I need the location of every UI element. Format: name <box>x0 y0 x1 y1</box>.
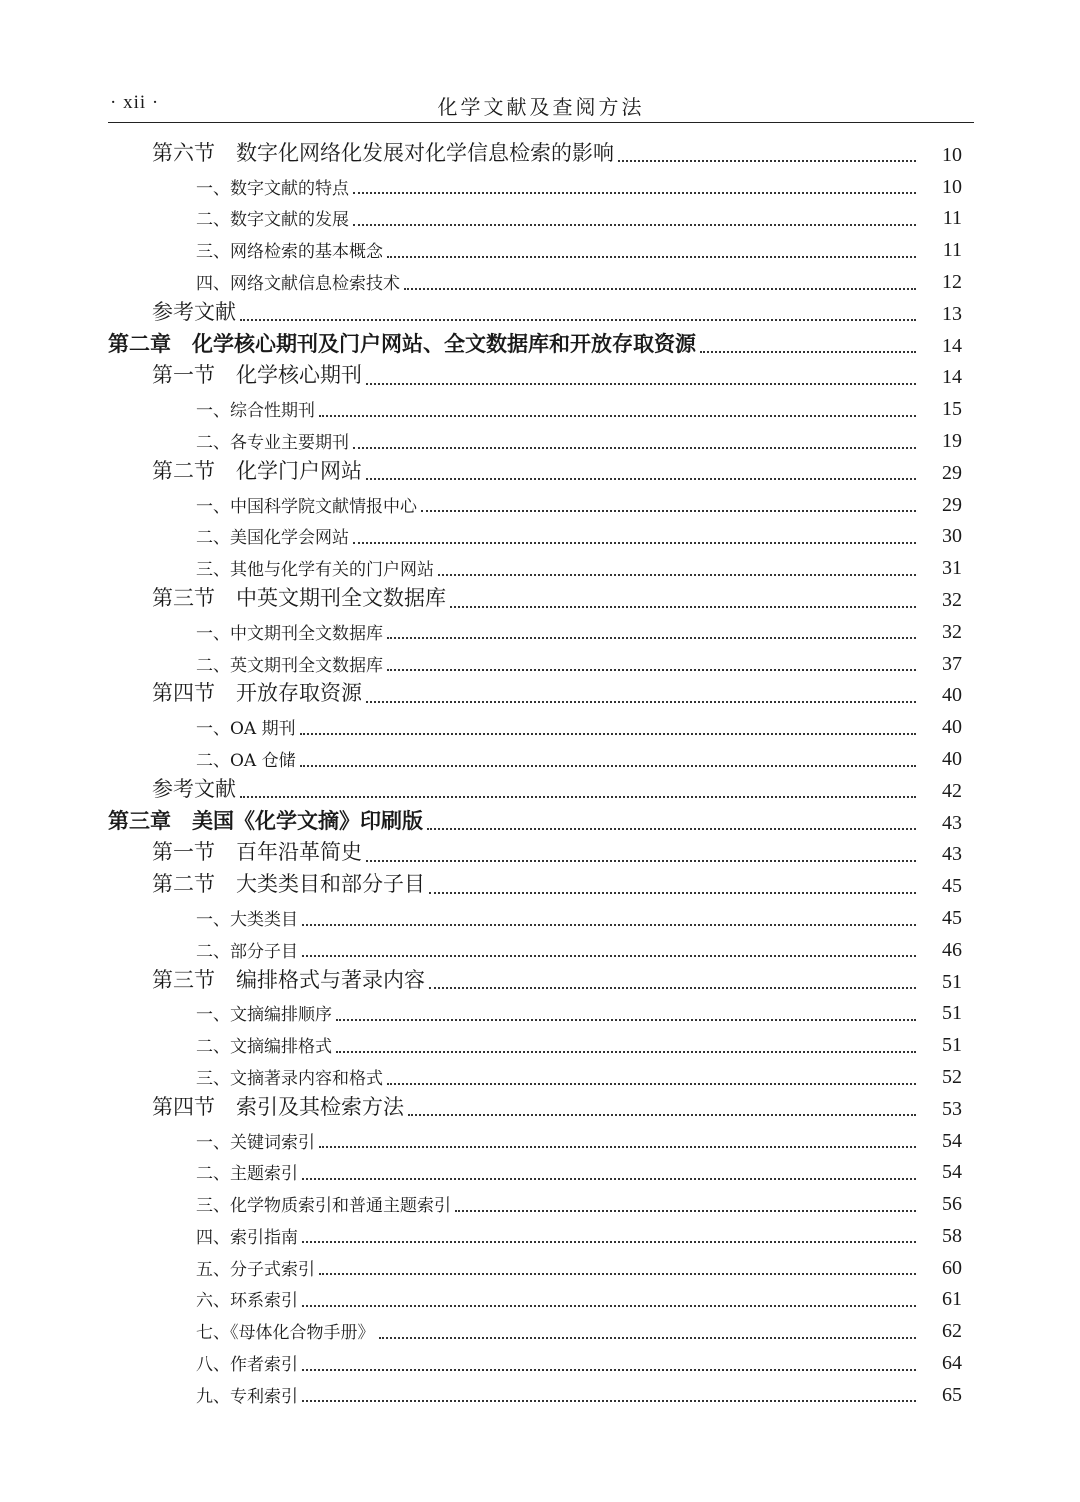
toc-entry-page: 56 <box>942 1193 962 1216</box>
toc-entry-item <box>0 1251 1080 1283</box>
toc-entry-title: 第四节 开放存取资源 <box>152 681 362 706</box>
toc-entry-section <box>0 838 1080 870</box>
dot-leader <box>353 437 916 449</box>
toc-entry-page: 29 <box>942 493 962 516</box>
toc-entry-page: 40 <box>942 684 962 707</box>
dot-leader <box>366 691 916 703</box>
toc-entry-title: 第二节 大类类目和部分子目 <box>152 872 425 897</box>
toc-entry-title: 二、文摘编排格式 <box>196 1037 332 1058</box>
toc-entry-title: 二、主题索引 <box>196 1164 298 1185</box>
toc-entry-item <box>0 742 1080 774</box>
toc-entry-page: 46 <box>942 938 962 961</box>
dot-leader <box>366 850 916 862</box>
toc-entry-item <box>0 1060 1080 1092</box>
toc-entry-section <box>0 965 1080 997</box>
toc-entry-item <box>0 392 1080 424</box>
toc-entry-page: 12 <box>942 270 962 293</box>
toc-entry-item <box>0 1346 1080 1378</box>
toc-entry-page: 62 <box>942 1320 962 1343</box>
dot-leader <box>353 182 916 194</box>
dot-leader <box>302 1295 916 1307</box>
dot-leader <box>404 278 916 290</box>
toc-entry-page: 40 <box>942 747 962 770</box>
toc-entry-section <box>0 869 1080 901</box>
toc-entry-title: 三、其他与化学有关的门户网站 <box>196 560 434 581</box>
toc-entry-title: 三、网络检索的基本概念 <box>196 242 383 263</box>
toc-entry-title: 二、数字文献的发展 <box>196 210 349 231</box>
dot-leader <box>387 659 916 671</box>
toc-entry-title: 四、网络文献信息检索技术 <box>196 273 400 294</box>
toc-entry-page: 51 <box>942 1034 962 1057</box>
dot-leader <box>300 723 916 735</box>
dot-leader <box>336 1009 916 1021</box>
toc-entry-title: 一、文摘编排顺序 <box>196 1005 332 1026</box>
toc-entry-chapter <box>0 329 1080 361</box>
toc-entry-page: 40 <box>942 716 962 739</box>
toc-entry-page: 45 <box>942 875 962 898</box>
toc-entry-title: 参考文献 <box>152 776 236 801</box>
toc-entry-item <box>0 170 1080 202</box>
dot-leader <box>387 627 916 639</box>
toc-entry-page: 13 <box>942 302 962 325</box>
toc-entry-page: 43 <box>942 843 962 866</box>
toc-entry-title: 第三节 编排格式与著录内容 <box>152 967 425 992</box>
toc-entry-item <box>0 901 1080 933</box>
toc-entry-title: 第一节 化学核心期刊 <box>152 363 362 388</box>
toc-entry-title: 二、各专业主要期刊 <box>196 432 349 453</box>
toc-entry-ref <box>0 774 1080 806</box>
dot-leader <box>300 755 916 767</box>
toc-entry-item <box>0 1378 1080 1410</box>
dot-leader <box>366 468 916 480</box>
toc-entry-item <box>0 202 1080 234</box>
toc-entry-page: 30 <box>942 525 962 548</box>
toc-entry-page: 51 <box>942 1002 962 1025</box>
toc-entry-item <box>0 265 1080 297</box>
page-header <box>108 86 974 123</box>
dot-leader <box>700 341 916 353</box>
dot-leader <box>319 1136 916 1148</box>
toc-entry-item <box>0 1028 1080 1060</box>
toc-entry-page: 65 <box>942 1383 962 1406</box>
toc-entry-chapter <box>0 806 1080 838</box>
dot-leader <box>387 246 916 258</box>
toc-entry-page: 54 <box>942 1161 962 1184</box>
toc-entry-page: 10 <box>942 143 962 166</box>
toc-entry-page: 64 <box>942 1352 962 1375</box>
dot-leader <box>336 1041 916 1053</box>
dot-leader <box>438 564 916 576</box>
toc-entry-title: 一、中国科学院文献情报中心 <box>196 496 417 517</box>
toc-entry-item <box>0 1156 1080 1188</box>
toc-entry-page: 11 <box>942 239 962 262</box>
toc-entry-title: 三、化学物质索引和普通主题索引 <box>196 1196 451 1217</box>
toc-entry-page: 61 <box>942 1288 962 1311</box>
toc-entry-ref <box>0 297 1080 329</box>
toc-entry-item <box>0 647 1080 679</box>
toc-entry-title: 第三章 美国《化学文摘》印刷版 <box>108 807 423 833</box>
dot-leader <box>240 309 916 321</box>
toc-entry-section <box>0 679 1080 711</box>
table-of-contents <box>0 138 1080 1410</box>
toc-entry-item <box>0 615 1080 647</box>
toc-entry-page: 15 <box>942 398 962 421</box>
toc-entry-page: 32 <box>942 620 962 643</box>
toc-entry-item <box>0 1314 1080 1346</box>
toc-entry-page: 60 <box>942 1256 962 1279</box>
dot-leader <box>455 1200 916 1212</box>
toc-entry-item <box>0 424 1080 456</box>
toc-entry-page: 45 <box>942 906 962 929</box>
toc-entry-title: 二、美国化学会网站 <box>196 528 349 549</box>
dot-leader <box>366 373 916 385</box>
toc-entry-section <box>0 361 1080 393</box>
dot-leader <box>450 596 916 608</box>
toc-entry-title: 一、大类类目 <box>196 909 298 930</box>
toc-entry-item <box>0 1187 1080 1219</box>
dot-leader <box>387 1073 916 1085</box>
toc-entry-title: 二、OA 仓储 <box>196 750 296 771</box>
toc-entry-page: 42 <box>942 779 962 802</box>
dot-leader <box>302 1231 916 1243</box>
toc-entry-title: 第二节 化学门户网站 <box>152 458 362 483</box>
toc-entry-item <box>0 710 1080 742</box>
toc-entry-title: 七、《母体化合物手册》 <box>196 1323 375 1344</box>
toc-entry-section <box>0 1092 1080 1124</box>
dot-leader <box>429 882 916 894</box>
dot-leader <box>353 532 916 544</box>
toc-entry-section <box>0 583 1080 615</box>
toc-entry-item <box>0 233 1080 265</box>
toc-entry-page: 31 <box>942 557 962 580</box>
dot-leader <box>408 1104 916 1116</box>
toc-entry-title: 九、专利索引 <box>196 1386 298 1407</box>
toc-entry-item <box>0 933 1080 965</box>
toc-entry-item <box>0 1124 1080 1156</box>
dot-leader <box>302 914 916 926</box>
toc-entry-page: 43 <box>942 811 962 834</box>
toc-entry-section <box>0 456 1080 488</box>
toc-entry-item <box>0 997 1080 1029</box>
toc-entry-section <box>0 138 1080 170</box>
toc-entry-title: 一、中文期刊全文数据库 <box>196 623 383 644</box>
dot-leader <box>319 405 916 417</box>
toc-entry-title: 第一节 百年沿革简史 <box>152 840 362 865</box>
toc-entry-title: 一、关键词索引 <box>196 1132 315 1153</box>
toc-entry-title: 第二章 化学核心期刊及门户网站、全文数据库和开放存取资源 <box>108 330 696 356</box>
toc-entry-page: 32 <box>942 588 962 611</box>
dot-leader <box>421 500 916 512</box>
toc-entry-title: 一、数字文献的特点 <box>196 178 349 199</box>
toc-entry-item <box>0 1219 1080 1251</box>
toc-entry-item <box>0 520 1080 552</box>
dot-leader <box>379 1327 917 1339</box>
toc-entry-title: 二、部分子目 <box>196 941 298 962</box>
toc-entry-page: 52 <box>942 1065 962 1088</box>
toc-entry-title: 第三节 中英文期刊全文数据库 <box>152 585 446 610</box>
toc-entry-item <box>0 488 1080 520</box>
toc-entry-title: 八、作者索引 <box>196 1355 298 1376</box>
toc-entry-title: 六、环系索引 <box>196 1291 298 1312</box>
dot-leader <box>319 1263 916 1275</box>
toc-entry-page: 54 <box>942 1129 962 1152</box>
book-title: 化学文献及查阅方法 <box>437 95 645 119</box>
toc-entry-page: 53 <box>942 1097 962 1120</box>
toc-entry-page: 58 <box>942 1224 962 1247</box>
toc-entry-page: 10 <box>942 175 962 198</box>
toc-entry-title: 一、OA 期刊 <box>196 719 296 740</box>
toc-entry-page: 14 <box>942 366 962 389</box>
toc-entry-title: 参考文献 <box>152 299 236 324</box>
toc-entry-page: 19 <box>942 429 962 452</box>
toc-entry-title: 三、文摘著录内容和格式 <box>196 1068 383 1089</box>
toc-entry-title: 第四节 索引及其检索方法 <box>152 1094 404 1119</box>
dot-leader <box>240 786 916 798</box>
dot-leader <box>353 214 916 226</box>
toc-entry-page: 51 <box>942 970 962 993</box>
toc-entry-page: 14 <box>942 334 962 357</box>
toc-entry-page: 29 <box>942 461 962 484</box>
toc-entry-title: 第六节 数字化网络化发展对化学信息检索的影响 <box>152 140 614 165</box>
dot-leader <box>618 150 916 162</box>
toc-entry-page: 11 <box>942 207 962 230</box>
dot-leader <box>302 1390 916 1402</box>
page-number: · xii · <box>110 92 160 113</box>
dot-leader <box>302 1359 916 1371</box>
toc-entry-page: 37 <box>942 652 962 675</box>
toc-entry-item <box>0 551 1080 583</box>
toc-entry-title: 一、综合性期刊 <box>196 401 315 422</box>
dot-leader <box>429 977 916 989</box>
toc-entry-item <box>0 1283 1080 1315</box>
toc-entry-title: 五、分子式索引 <box>196 1259 315 1280</box>
dot-leader <box>302 945 916 957</box>
toc-entry-title: 二、英文期刊全文数据库 <box>196 655 383 676</box>
toc-entry-title: 四、索引指南 <box>196 1227 298 1248</box>
dot-leader <box>302 1168 916 1180</box>
dot-leader <box>427 818 916 830</box>
